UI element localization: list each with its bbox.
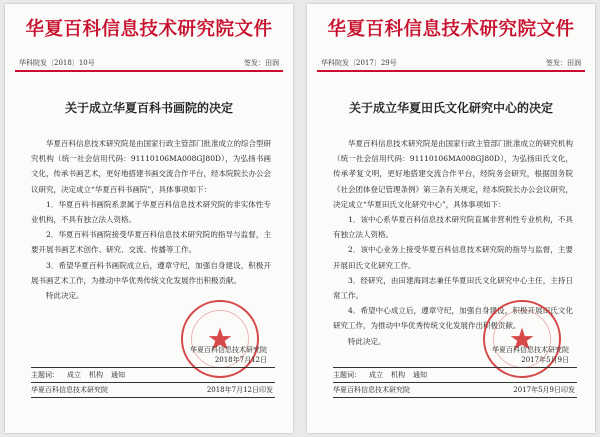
- topic-words: [31, 370, 133, 380]
- divider: [333, 382, 577, 383]
- body-paragraph: 3．经研究，由田建海同志兼任华夏田氏文化研究中心主任，主持日常工作。: [333, 275, 573, 301]
- header-divider: [15, 70, 283, 72]
- divider: [31, 367, 275, 368]
- footer-org: 华夏百科信息技术研究院: [333, 386, 410, 394]
- divider: [31, 397, 275, 398]
- doc-body: [31, 136, 271, 303]
- body-paragraph: 2．华夏百科书画院接受华夏百科信息技术研究院的指导与监督，主要开展书画艺术创作、研究、交流、传播等工作。: [31, 230, 271, 255]
- topic-word: 成立: [369, 371, 383, 379]
- org-signature: 华夏百科信息技术研究院: [190, 346, 267, 354]
- closing-line: 特此决定。: [348, 336, 386, 346]
- closing-line: 特此决定。: [46, 291, 84, 301]
- topic-words: [333, 370, 435, 380]
- footer-date: 2018年7月12日印发: [206, 386, 273, 394]
- header-title: 华夏百科信息技术研究院文件: [327, 19, 575, 40]
- document-right: [307, 4, 595, 433]
- document-left: [5, 4, 293, 433]
- topic-word: 通知: [111, 371, 125, 379]
- doc-title: 关于成立华夏田氏文化研究中心的决定: [348, 101, 553, 115]
- topic-word: 成立: [67, 371, 81, 379]
- body-paragraph: 华夏百科信息技术研究院是由国家行政主管部门批准成立的综合型研究机构（统一社会信用代码：91110106MA008GJ80D），为弘扬书画文化，传承书画艺术，更好地搭建书画交流合作平台，经本院院长办公会议研究，决定成立“华夏百科书画院”，具体事项如下：: [31, 139, 271, 194]
- divider: [31, 382, 275, 383]
- footer-date: 2017年5月9日印发: [513, 386, 575, 394]
- topic-word: 机构: [89, 371, 103, 379]
- body-paragraph: 1．该中心系华夏百科信息技术研究院直属非营利性专业机构，不具有独立法人资格。: [333, 215, 573, 240]
- doc-number: 华科院发〔2017〕29号: [321, 59, 397, 67]
- footer-org: 华夏百科信息技术研究院: [31, 386, 108, 394]
- body-paragraph: 1．华夏百科书画院系隶属于华夏百科信息技术研究院的非实体性专业机构，不具有独立法人资格。: [31, 199, 271, 225]
- body-paragraph: 3．希望华夏百科书画院成立后，遵章守纪，加强自身建设，积极开展书画艺术工作，为推动中华优秀传统文化发展作出积极贡献。: [31, 260, 271, 285]
- body-paragraph: 2．该中心业务上接受华夏百科信息技术研究院的指导与监督，主要开展田氏文化研究工作。: [333, 245, 573, 270]
- signer: 签发：田润: [546, 59, 581, 67]
- header-divider: [317, 70, 585, 72]
- divider: [333, 367, 577, 368]
- signer: 签发：田润: [244, 59, 279, 67]
- topic-word: 通知: [413, 371, 427, 379]
- doc-number: 华科院发〔2018〕10号: [19, 59, 95, 67]
- header-title: 华夏百科信息技术研究院文件: [25, 19, 273, 40]
- body-paragraph: 华夏百科信息技术研究院是由国家行政主管部门批准成立的研究机构（统一社会信用代码：91110106MA008GJ80D），为弘扬田氏文化，传承孝复文明，更好地搭建交流合作平台，经院务会研究，根据国务院《社会团体登记管理条例》第三条有关规定，经本院院长办公会议研究，决定成立“华夏田氏文化研究中心”，具体事项如下：: [333, 139, 573, 209]
- sign-date: 2018年7月12日: [214, 356, 267, 364]
- topic-label: 主题词：: [333, 371, 361, 379]
- doc-title: 关于成立华夏百科书画院的决定: [64, 101, 233, 115]
- topic-label: 主题词：: [31, 371, 59, 379]
- topic-word: 机构: [391, 371, 405, 379]
- org-signature: 华夏百科信息技术研究院: [492, 346, 569, 354]
- sign-date: 2017年5月9日: [521, 356, 569, 364]
- body-paragraph: 4．希望中心成立后，遵章守纪，加强自身建设，积极开展田氏文化研究工作，为推动中华优秀传统文化发展作出积极贡献。: [333, 306, 573, 331]
- divider: [333, 397, 577, 398]
